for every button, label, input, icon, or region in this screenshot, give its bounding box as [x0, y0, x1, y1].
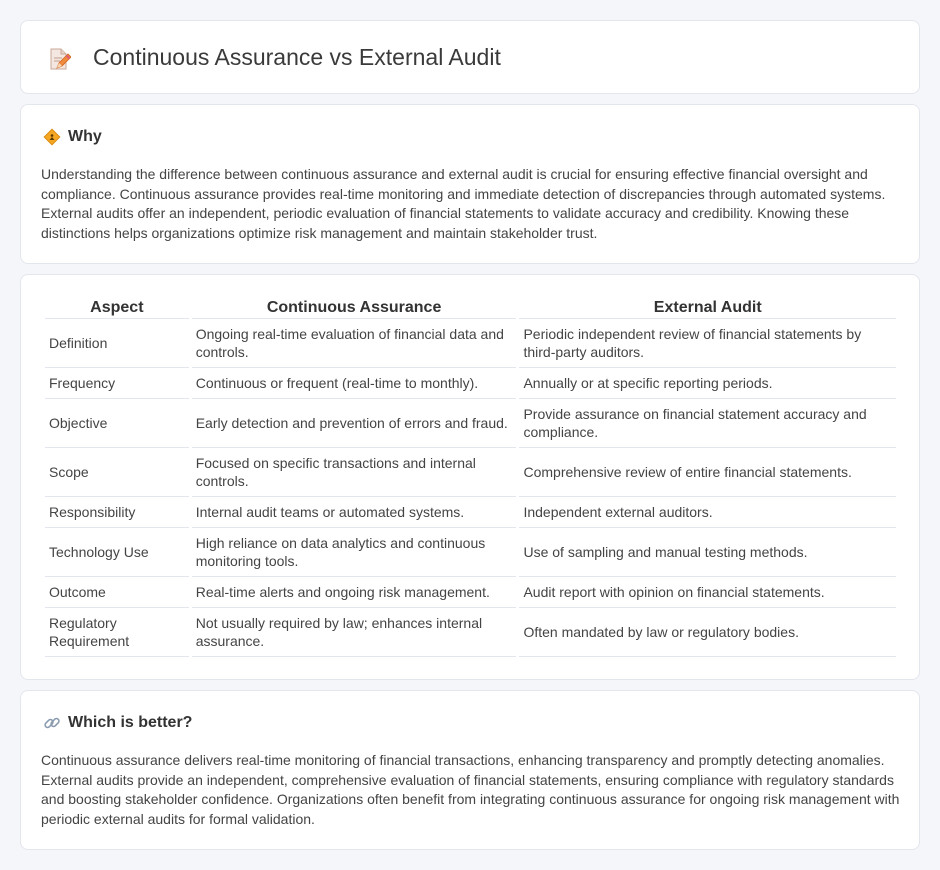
external-audit-cell: Provide assurance on financial statement accuracy and compliance. [519, 399, 896, 448]
better-heading: Which is better? [68, 714, 193, 731]
table-row [45, 319, 896, 368]
table-row [45, 399, 896, 448]
table-row [45, 528, 896, 577]
table-row [45, 577, 896, 608]
aspect-cell: Objective [45, 399, 189, 448]
external-audit-cell: Annually or at specific reporting periods. [519, 368, 896, 399]
page-title: Continuous Assurance vs External Audit [93, 44, 501, 70]
which-is-better-section [20, 690, 920, 850]
aspect-cell: Scope [45, 448, 189, 497]
better-text: Continuous assurance delivers real-time monitoring of financial transactions, enhancing transparency and promptly detecting anomalies. External audits provide an independent, comprehensive evaluation of financial statements, ensuring compliance with regulatory standards and boosting stakeholder confidence. Organizations often benefit from integrating continuous assurance for ongoing risk management with periodic external audits for formal validation. [41, 752, 900, 827]
column-header: Continuous Assurance [192, 296, 517, 319]
external-audit-cell: Often mandated by law or regulatory bodies. [519, 608, 896, 657]
table-header-row [45, 296, 896, 319]
external-audit-cell: Audit report with opinion on financial statements. [519, 577, 896, 608]
link-icon [43, 714, 61, 732]
continuous-assurance-cell: High reliance on data analytics and continuous monitoring tools. [192, 528, 517, 577]
better-heading-row [43, 713, 192, 733]
continuous-assurance-cell: Internal audit teams or automated systems. [192, 497, 517, 528]
continuous-assurance-cell: Focused on specific transactions and internal controls. [192, 448, 517, 497]
aspect-cell: Responsibility [45, 497, 189, 528]
external-audit-cell: Comprehensive review of entire financial statements. [519, 448, 896, 497]
table-row [45, 608, 896, 657]
document-pencil-icon [47, 47, 71, 71]
aspect-cell: Definition [45, 319, 189, 368]
why-section [20, 104, 920, 264]
column-header: Aspect [45, 296, 189, 319]
continuous-assurance-cell: Real-time alerts and ongoing risk management. [192, 577, 517, 608]
column-header: External Audit [519, 296, 896, 319]
external-audit-cell: Independent external auditors. [519, 497, 896, 528]
header-card [20, 20, 920, 94]
continuous-assurance-cell: Ongoing real-time evaluation of financial data and controls. [192, 319, 517, 368]
table-row [45, 497, 896, 528]
why-text: Understanding the difference between continuous assurance and external audit is crucial for ensuring effective financial oversight and compliance. Continuous assurance provides real-time monitoring and immediate detection of discrepancies through automated systems. External audits offer an independent, periodic evaluation of financial statements to validate accuracy and credibility. Knowing these distinctions helps organizations optimize risk management and maintain stakeholder trust. [41, 166, 886, 241]
external-audit-cell: Use of sampling and manual testing methods. [519, 528, 896, 577]
aspect-cell: Regulatory Requirement [45, 608, 189, 657]
table-row [45, 368, 896, 399]
warning-sign-icon [43, 128, 61, 146]
continuous-assurance-cell: Continuous or frequent (real-time to monthly). [192, 368, 517, 399]
aspect-cell: Outcome [45, 577, 189, 608]
continuous-assurance-cell: Not usually required by law; enhances internal assurance. [192, 608, 517, 657]
table-row [45, 448, 896, 497]
external-audit-cell: Periodic independent review of financial statements by third-party auditors. [519, 319, 896, 368]
why-heading: Why [68, 128, 102, 145]
continuous-assurance-cell: Early detection and prevention of errors and fraud. [192, 399, 517, 448]
comparison-table [42, 296, 899, 657]
aspect-cell: Technology Use [45, 528, 189, 577]
why-heading-row [43, 127, 102, 147]
comparison-section [20, 274, 920, 680]
aspect-cell: Frequency [45, 368, 189, 399]
